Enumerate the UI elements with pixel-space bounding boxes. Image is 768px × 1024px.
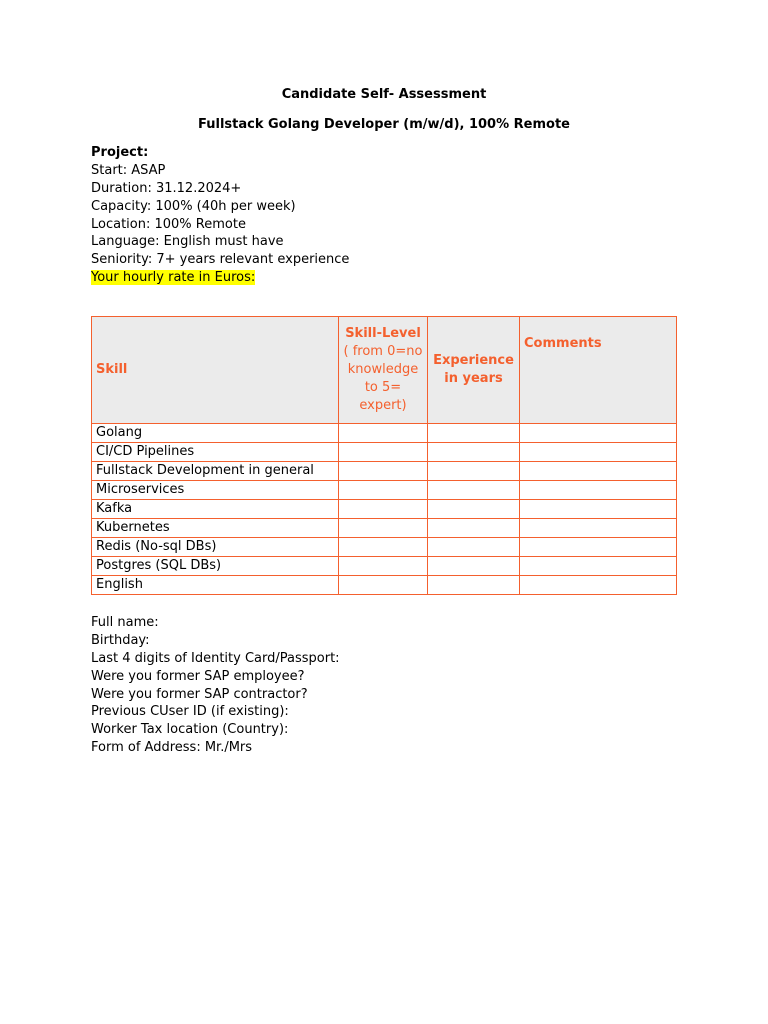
project-language: Language: English must have: [91, 234, 284, 250]
skill-level-cell[interactable]: [339, 462, 428, 481]
document-title: Candidate Self- Assessment: [281, 87, 487, 102]
former-employee-field: Were you former SAP employee?: [91, 668, 305, 684]
table-row: [92, 443, 677, 462]
experience-cell[interactable]: [428, 462, 520, 481]
document-subtitle: Fullstack Golang Developer (m/w/d), 100% Remote: [198, 117, 570, 132]
comments-cell[interactable]: [520, 424, 677, 443]
skill-name-cell: Kubernetes: [92, 519, 339, 538]
skill-name-cell: Kafka: [92, 500, 339, 519]
experience-cell[interactable]: [428, 557, 520, 576]
comments-cell[interactable]: [520, 481, 677, 500]
header-skill-level: [339, 317, 428, 424]
comments-cell[interactable]: [520, 519, 677, 538]
comments-cell[interactable]: [520, 557, 677, 576]
cuser-id-field: Previous CUser ID (if existing):: [91, 704, 289, 720]
former-contractor-field: Were you former SAP contractor?: [91, 686, 308, 702]
birthday-field: Birthday:: [91, 632, 150, 648]
project-capacity: Capacity: 100% (40h per week): [91, 198, 296, 214]
skill-name-cell: English: [92, 576, 339, 595]
project-label: Project:: [91, 145, 149, 160]
personal-details: [91, 614, 691, 757]
table-row: [92, 576, 677, 595]
skill-name-cell: Golang: [92, 424, 339, 443]
id-digits-field: Last 4 digits of Identity Card/Passport:: [91, 650, 340, 666]
table-row: [92, 500, 677, 519]
experience-cell[interactable]: [428, 576, 520, 595]
project-start: Start: ASAP: [91, 162, 166, 178]
experience-cell[interactable]: [428, 519, 520, 538]
skill-level-cell[interactable]: [339, 576, 428, 595]
skill-name-cell: Fullstack Development in general: [92, 462, 339, 481]
form-of-address-field: Form of Address: Mr./Mrs: [91, 740, 253, 756]
experience-cell[interactable]: [428, 424, 520, 443]
header-skill-level-scale: ( from 0=no knowledge to 5= expert): [343, 344, 423, 413]
experience-cell[interactable]: [428, 481, 520, 500]
table-row: [92, 424, 677, 443]
hourly-rate-prompt: Your hourly rate in Euros:: [91, 270, 256, 286]
header-comments: Comments: [520, 317, 677, 424]
experience-cell[interactable]: [428, 443, 520, 462]
header-experience: Experience in years: [428, 317, 520, 424]
skill-level-cell[interactable]: [339, 500, 428, 519]
project-details: [91, 144, 691, 287]
skill-level-cell[interactable]: [339, 481, 428, 500]
header-skill: Skill: [92, 317, 339, 424]
skills-table-header: [92, 317, 677, 424]
table-row: [92, 519, 677, 538]
header-skill-level-title: Skill-Level: [345, 326, 421, 341]
table-row: [92, 538, 677, 557]
table-row: [92, 462, 677, 481]
comments-cell[interactable]: [520, 462, 677, 481]
project-seniority: Seniority: 7+ years relevant experience: [91, 252, 350, 268]
skill-level-cell[interactable]: [339, 557, 428, 576]
comments-cell[interactable]: [520, 500, 677, 519]
skill-level-cell[interactable]: [339, 538, 428, 557]
full-name-field: Full name:: [91, 615, 159, 630]
comments-cell[interactable]: [520, 443, 677, 462]
tax-location-field: Worker Tax location (Country):: [91, 722, 289, 738]
project-duration: Duration: 31.12.2024+: [91, 180, 242, 196]
comments-cell[interactable]: [520, 538, 677, 557]
experience-cell[interactable]: [428, 538, 520, 557]
skill-name-cell: Redis (No-sql DBs): [92, 538, 339, 557]
table-row: [92, 481, 677, 500]
skill-level-cell[interactable]: [339, 443, 428, 462]
skill-name-cell: CI/CD Pipelines: [92, 443, 339, 462]
skill-name-cell: Microservices: [92, 481, 339, 500]
experience-cell[interactable]: [428, 500, 520, 519]
project-location: Location: 100% Remote: [91, 216, 246, 232]
skill-level-cell[interactable]: [339, 424, 428, 443]
table-row: [92, 557, 677, 576]
skill-name-cell: Postgres (SQL DBs): [92, 557, 339, 576]
comments-cell[interactable]: [520, 576, 677, 595]
skill-level-cell[interactable]: [339, 519, 428, 538]
skills-table: [91, 316, 677, 595]
